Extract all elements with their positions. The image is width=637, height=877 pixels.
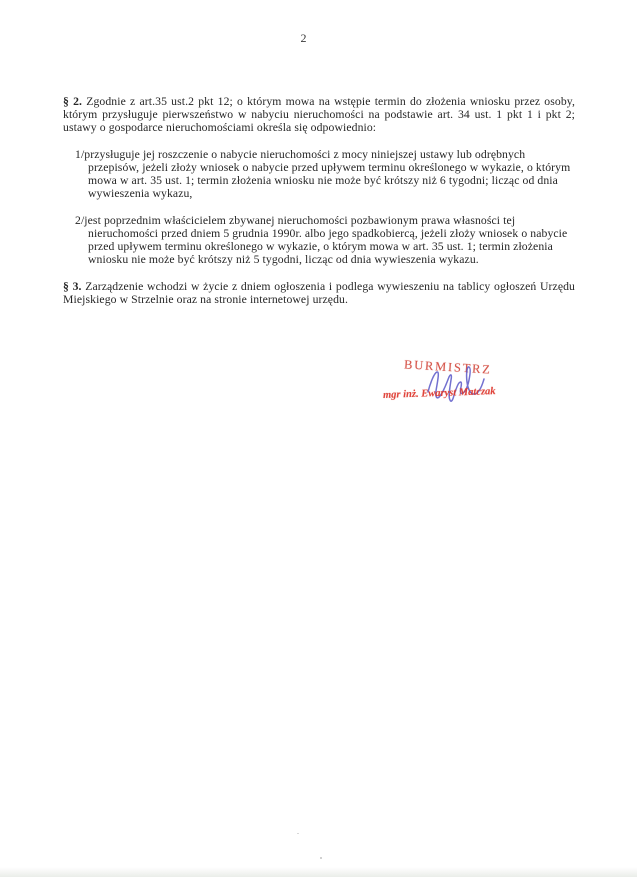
handwritten-signature-icon [424,364,488,406]
document-body [63,95,575,320]
paragraph-3 [63,280,575,306]
scan-speck [297,833,299,834]
paragraph-2 [63,95,575,134]
signer-name: mgr inż. Ewaryst Matczak [382,386,496,401]
section-3-label: § 3. [63,280,82,293]
mayor-stamp [380,355,550,415]
stamp-title: BURMISTRZ [403,357,493,377]
list-item-2-text: jest poprzednim właścicielem zbywanej nieruchomości pozbawionym prawa własności tej nieruchomości przed dniem 5 grudnia 1990r. albo jego spadkobiercą, jeżeli złoży wniosek o nabycie przed upływem terminu określonego w wykazie, o którym mowa w art. 35 ust. 1; termin złożenia wniosku nie może być krótszy niż 5 tygodni, licząc od dnia wywieszenia wykazu. [84,214,568,266]
section-2-text: Zgodnie z art.35 ust.2 pkt 12; o którym mowa na wstępie termin do złożenia wniosku przez osoby, którym przysługuje pierwszeństwo w nabyciu nieruchomości na podstawie art. 34 ust. 1 pkt 1 i pkt 2; ustawy o gospodarce nieruchomościami określa się odpowiednio: [63,95,575,134]
scan-speck [320,857,322,859]
page-bottom-shadow [0,867,637,877]
page-number: 2 [300,31,307,45]
list-item-2-marker: 2/ [75,214,85,227]
list-item-1-text: przysługuje jej roszczenie o nabycie nieruchomości z mocy niniejszej ustawy lub odrębnych przepisów, jeżeli złoży wniosek o nabycie przed upływem terminu określonego w wykazie, o którym mowa w art. 35 ust. 1; termin złożenia wniosku nie może być krótszy niż 6 tygodni; licząc od dnia wywieszenia wykazu, [84,148,571,200]
section-3-text: Zarządzenie wchodzi w życie z dniem ogłoszenia i podlega wywieszeniu na tablicy ogłoszeń Urzędu Miejskiego w Strzelnie oraz na stronie internetowej urzędu. [63,280,575,306]
section-2-label: § 2. [63,95,83,108]
list-item-1-marker: 1/ [75,148,85,161]
list-item-2 [75,214,575,266]
list-item-1 [75,148,575,200]
